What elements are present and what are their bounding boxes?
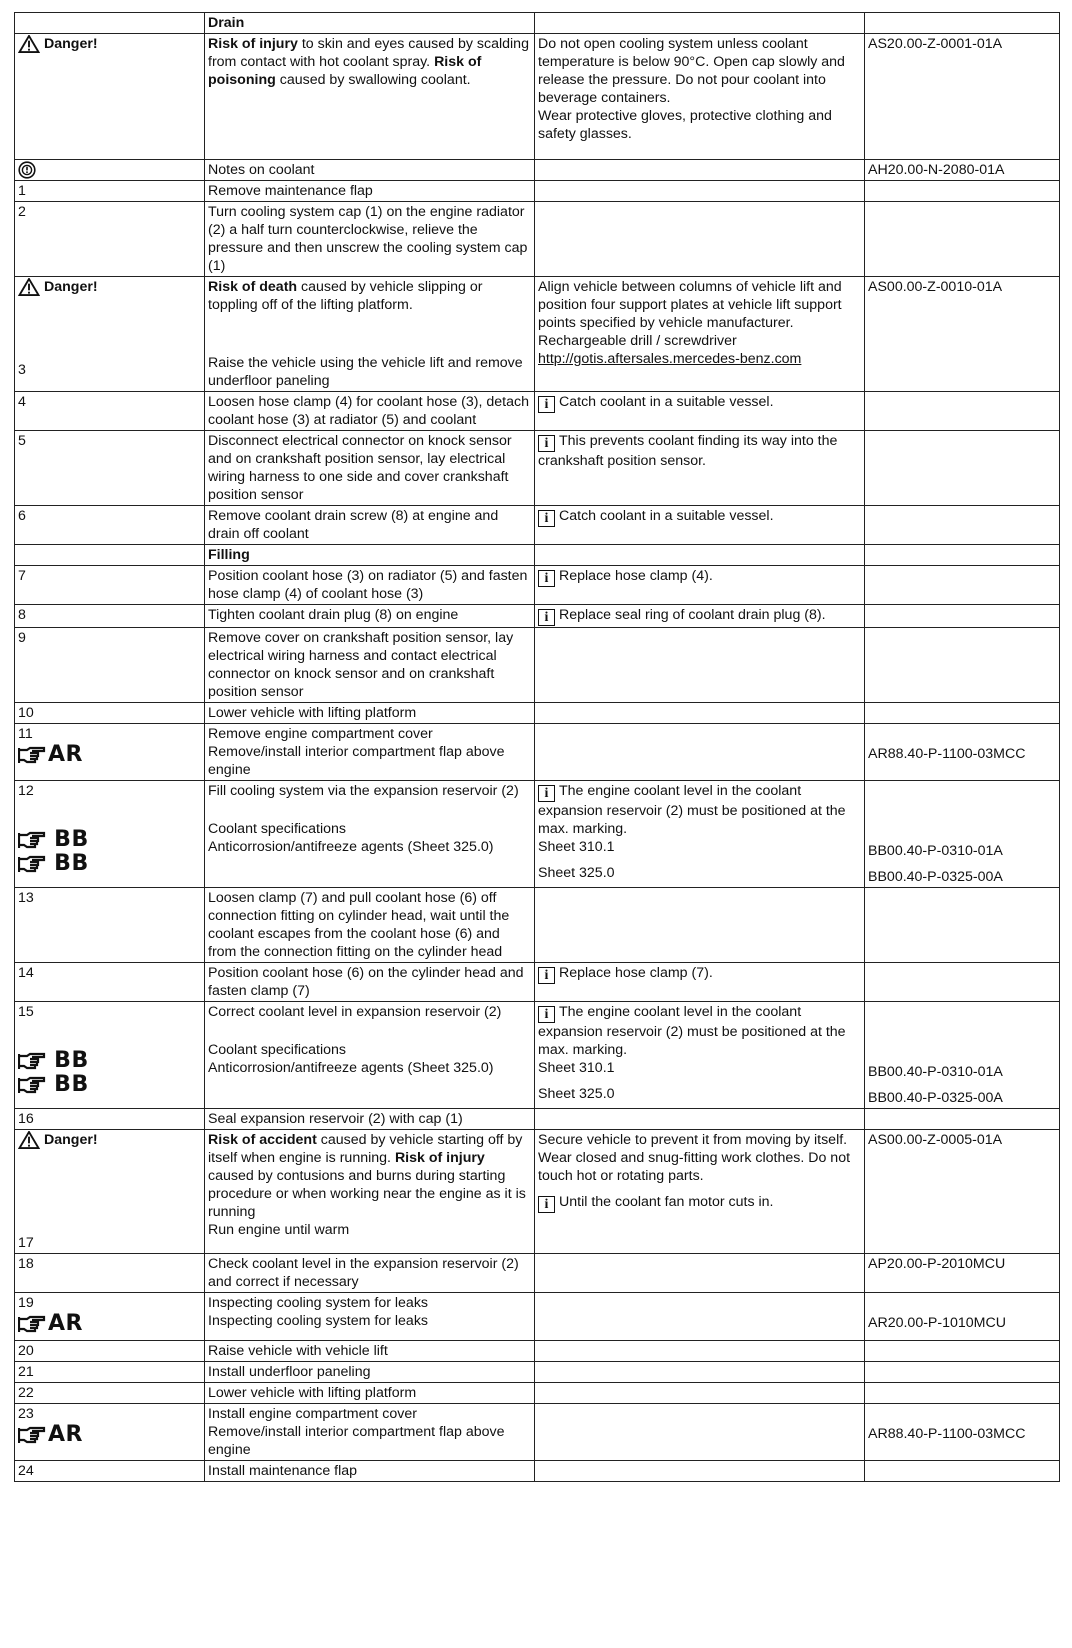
section-heading-filling: Filling — [205, 545, 535, 566]
doc-ref-link[interactable]: BB00.40-P-0310-01A — [868, 843, 1003, 860]
step-text: Remove maintenance flap — [205, 181, 535, 202]
step-number: 24 — [15, 1461, 205, 1482]
step-number: 7 — [15, 566, 205, 605]
step-text: Raise vehicle with vehicle lift — [205, 1341, 535, 1362]
step-note: Catch coolant in a suitable vessel. — [559, 508, 774, 525]
doc-ref-link[interactable]: AS00.00-Z-0005-01A — [865, 1130, 1060, 1254]
sheet-label: Sheet 310.1 — [538, 1060, 615, 1077]
info-icon: i — [538, 785, 555, 802]
step-text: Raise the vehicle using the vehicle lift and remove underfloor paneling — [208, 355, 523, 390]
bb-reference-marker: BB — [18, 828, 201, 852]
info-icon: i — [538, 609, 555, 626]
safety-measure: Align vehicle between columns of vehicle lift and position four support plates at vehicle lift support points specified by vehicle manufacturer. — [538, 279, 842, 332]
step-text: Correct coolant level in expansion reservoir (2) — [208, 1004, 502, 1021]
step-row — [15, 1254, 1060, 1293]
doc-ref-link[interactable]: AH20.00-N-2080-01A — [865, 160, 1060, 181]
step-note: Until the coolant fan motor cuts in. — [559, 1194, 774, 1211]
step-row — [15, 431, 1060, 506]
step-row — [15, 724, 1060, 781]
step-text: Lower vehicle with lifting platform — [205, 1383, 535, 1404]
step-number: 3 — [18, 362, 26, 379]
procedure-page — [14, 12, 1059, 1482]
sheet-label: Sheet 325.0 — [538, 865, 615, 882]
risk-title: Risk of poisoning — [208, 54, 482, 88]
doc-ref-link[interactable]: BB00.40-P-0325-00A — [868, 869, 1003, 886]
bb-reference-marker: BB — [18, 852, 201, 876]
info-icon: i — [538, 967, 555, 984]
step-row — [15, 703, 1060, 724]
step-row — [15, 605, 1060, 628]
step-text: Run engine until warm — [208, 1222, 350, 1239]
step-row — [15, 963, 1060, 1002]
danger-label: Danger! — [18, 35, 98, 53]
ar-reference-marker: AR — [18, 743, 83, 767]
danger-row — [15, 1130, 1060, 1254]
step-text: Remove cover on crankshaft position sensor, lay electrical wiring harness and contact electrical connector on knock sensor and on crankshaft position sensor — [205, 628, 535, 703]
step-row — [15, 202, 1060, 277]
doc-ref-link[interactable]: BB00.40-P-0310-01A — [868, 1064, 1003, 1081]
warning-triangle-icon — [18, 35, 40, 53]
risk-text: to skin and eyes caused by scalding from contact with hot coolant spray. — [208, 36, 529, 70]
step-text: Loosen hose clamp (4) for coolant hose (3), detach coolant hose (3) at radiator (5) and coolant — [205, 392, 535, 431]
step-number: 1 — [15, 181, 205, 202]
sub-step-text: Remove/install interior compartment flap above engine — [208, 744, 505, 779]
step-text: Inspecting cooling system for leaks — [208, 1295, 429, 1312]
info-icon: i — [538, 396, 555, 413]
step-row — [15, 628, 1060, 703]
tool-note: Rechargeable drill / screwdriver — [538, 333, 737, 350]
sheet-label: Sheet 325.0 — [538, 1086, 615, 1103]
step-text: Lower vehicle with lifting platform — [205, 703, 535, 724]
risk-title: Risk of injury — [394, 1150, 485, 1167]
section-row-drain — [15, 13, 1060, 34]
step-number: 22 — [15, 1383, 205, 1404]
ar-reference-marker: AR — [18, 1423, 83, 1447]
doc-ref-link[interactable]: AR88.40-P-1100-03MCC — [868, 1426, 1026, 1443]
step-row — [15, 1002, 1060, 1109]
step-text: Disconnect electrical connector on knock sensor and on crankshaft position sensor, lay electrical wiring harness to one side and cover crankshaft position sensor — [205, 431, 535, 506]
bb-reference-marker: BB — [18, 1049, 201, 1073]
step-number: 18 — [15, 1254, 205, 1293]
step-note: Catch coolant in a suitable vessel. — [559, 394, 774, 411]
notes-text: Notes on coolant — [205, 160, 535, 181]
sheet-label: Sheet 310.1 — [538, 839, 615, 856]
pointing-hand-icon — [18, 1051, 46, 1071]
step-note: Replace seal ring of coolant drain plug (8). — [559, 607, 826, 624]
step-number: 9 — [15, 628, 205, 703]
step-row — [15, 1404, 1060, 1461]
step-number: 4 — [15, 392, 205, 431]
section-row-filling — [15, 545, 1060, 566]
step-note: Replace hose clamp (4). — [559, 568, 713, 585]
warning-triangle-icon — [18, 1131, 40, 1149]
step-row — [15, 506, 1060, 545]
doc-ref-link[interactable]: BB00.40-P-0325-00A — [868, 1090, 1003, 1107]
spec-title: Anticorrosion/antifreeze agents (Sheet 325.0) — [208, 1060, 494, 1077]
step-text: Turn cooling system cap (1) on the engine radiator (2) a half turn counterclockwise, relieve the pressure and then unscrew the cooling system cap (1) — [205, 202, 535, 277]
risk-text: caused by contusions and burns during starting procedure or when working near the engine as it is running — [208, 1168, 526, 1221]
step-number: 21 — [15, 1362, 205, 1383]
sub-step-text: Inspecting cooling system for leaks — [208, 1313, 429, 1330]
doc-ref-link[interactable]: AR20.00-P-1010MCU — [868, 1315, 1006, 1332]
danger-label: Danger! — [18, 278, 98, 296]
step-row — [15, 1341, 1060, 1362]
step-text: Install maintenance flap — [205, 1461, 535, 1482]
risk-title: Risk of death — [208, 279, 298, 296]
step-text: Loosen clamp (7) and pull coolant hose (6) off connection fitting on cylinder head, wait until the coolant escapes from the coolant hose (6) and from the connection fitting on the cylinder head — [205, 888, 535, 963]
danger-row — [15, 34, 1060, 160]
pointing-hand-icon — [18, 1075, 46, 1095]
step-note: Replace hose clamp (7). — [559, 965, 713, 982]
step-row — [15, 1293, 1060, 1341]
step-row — [15, 781, 1060, 888]
step-row — [15, 181, 1060, 202]
risk-text: caused by swallowing coolant. — [279, 72, 471, 88]
notes-info-icon — [18, 161, 36, 179]
step-text: Remove coolant drain screw (8) at engine and drain off coolant — [205, 506, 535, 545]
pointing-hand-icon — [18, 1425, 46, 1445]
step-text: Install underfloor paneling — [205, 1362, 535, 1383]
step-text: Remove engine compartment cover — [208, 726, 433, 743]
warning-triangle-icon — [18, 278, 40, 296]
pointing-hand-icon — [18, 854, 46, 874]
step-number: 20 — [15, 1341, 205, 1362]
pointing-hand-icon — [18, 1314, 46, 1334]
step-note: This prevents coolant finding its way into the crankshaft position sensor. — [538, 433, 838, 470]
doc-ref-link[interactable]: AS20.00-Z-0001-01A — [865, 34, 1060, 160]
step-number: 5 — [15, 431, 205, 506]
info-icon: i — [538, 570, 555, 587]
step-text: Install engine compartment cover — [208, 1406, 417, 1423]
info-icon: i — [538, 1196, 555, 1213]
safety-measure: Secure vehicle to prevent it from moving by itself. — [538, 1132, 848, 1149]
step-number: 13 — [15, 888, 205, 963]
step-text: Fill cooling system via the expansion reservoir (2) — [208, 783, 519, 800]
step-row — [15, 888, 1060, 963]
doc-ref-link[interactable]: AS00.00-Z-0010-01A — [865, 277, 1060, 392]
step-number: 15 — [18, 1004, 34, 1021]
spec-title: Coolant specifications — [208, 821, 347, 838]
step-number: 23 — [18, 1406, 34, 1423]
step-number: 19 — [18, 1295, 34, 1312]
step-row — [15, 1461, 1060, 1482]
step-text: Position coolant hose (6) on the cylinder head and fasten clamp (7) — [205, 963, 535, 1002]
step-row — [15, 1383, 1060, 1404]
info-icon: i — [538, 510, 555, 527]
step-text: Tighten coolant drain plug (8) on engine — [205, 605, 535, 628]
step-number: 14 — [15, 963, 205, 1002]
sub-step-text: Remove/install interior compartment flap above engine — [208, 1424, 505, 1459]
risk-text: caused by vehicle starting off by itself when engine is running. — [208, 1132, 523, 1167]
spec-title: Anticorrosion/antifreeze agents (Sheet 325.0) — [208, 839, 494, 856]
safety-measure: Wear closed and snug-fitting work clothes. Do not touch hot or rotating parts. — [538, 1150, 851, 1185]
step-number: 8 — [15, 605, 205, 628]
danger-label: Danger! — [18, 1131, 98, 1149]
step-row — [15, 1362, 1060, 1383]
step-note: The engine coolant level in the coolant expansion reservoir (2) must be positioned at the max. marking. — [538, 783, 846, 838]
ar-reference-marker: AR — [18, 1312, 83, 1336]
step-number: 12 — [18, 783, 34, 800]
step-row — [15, 566, 1060, 605]
pointing-hand-icon — [18, 830, 46, 850]
info-icon: i — [538, 435, 555, 452]
safety-measure: Wear protective gloves, protective clothing and safety glasses. — [538, 108, 832, 142]
step-number: 11 — [18, 726, 33, 743]
step-text: Check coolant level in the expansion reservoir (2) and correct if necessary — [205, 1254, 535, 1293]
step-number: 6 — [15, 506, 205, 545]
danger-row — [15, 277, 1060, 392]
step-row — [15, 1109, 1060, 1130]
info-icon: i — [538, 1006, 555, 1023]
risk-title: Risk of accident — [208, 1132, 317, 1149]
procedure-table — [14, 12, 1060, 1482]
pointing-hand-icon — [18, 745, 46, 765]
safety-measure: Do not open cooling system unless coolant temperature is below 90°C. Open cap slowly and release the pressure. Do not pour coolant into beverage containers. — [538, 36, 845, 106]
gotis-link[interactable]: http://gotis.aftersales.mercedes-benz.com — [538, 351, 802, 368]
step-row — [15, 392, 1060, 431]
step-note: The engine coolant level in the coolant expansion reservoir (2) must be positioned at the max. marking. — [538, 1004, 846, 1059]
step-text: Seal expansion reservoir (2) with cap (1) — [205, 1109, 535, 1130]
bb-reference-marker: BB — [18, 1073, 201, 1097]
spec-title: Coolant specifications — [208, 1042, 347, 1059]
doc-ref-link[interactable]: AR88.40-P-1100-03MCC — [868, 746, 1026, 763]
step-text: Position coolant hose (3) on radiator (5) and fasten hose clamp (4) of coolant hose (3) — [205, 566, 535, 605]
step-number: 16 — [15, 1109, 205, 1130]
step-number: 17 — [18, 1235, 34, 1252]
risk-text: caused by vehicle slipping or toppling off of the lifting platform. — [208, 279, 483, 314]
doc-ref-link[interactable]: AP20.00-P-2010MCU — [865, 1254, 1060, 1293]
risk-title: Risk of injury — [208, 36, 298, 52]
notes-row — [15, 160, 1060, 181]
step-number: 2 — [15, 202, 205, 277]
step-number: 10 — [15, 703, 205, 724]
section-heading-drain: Drain — [205, 13, 535, 34]
